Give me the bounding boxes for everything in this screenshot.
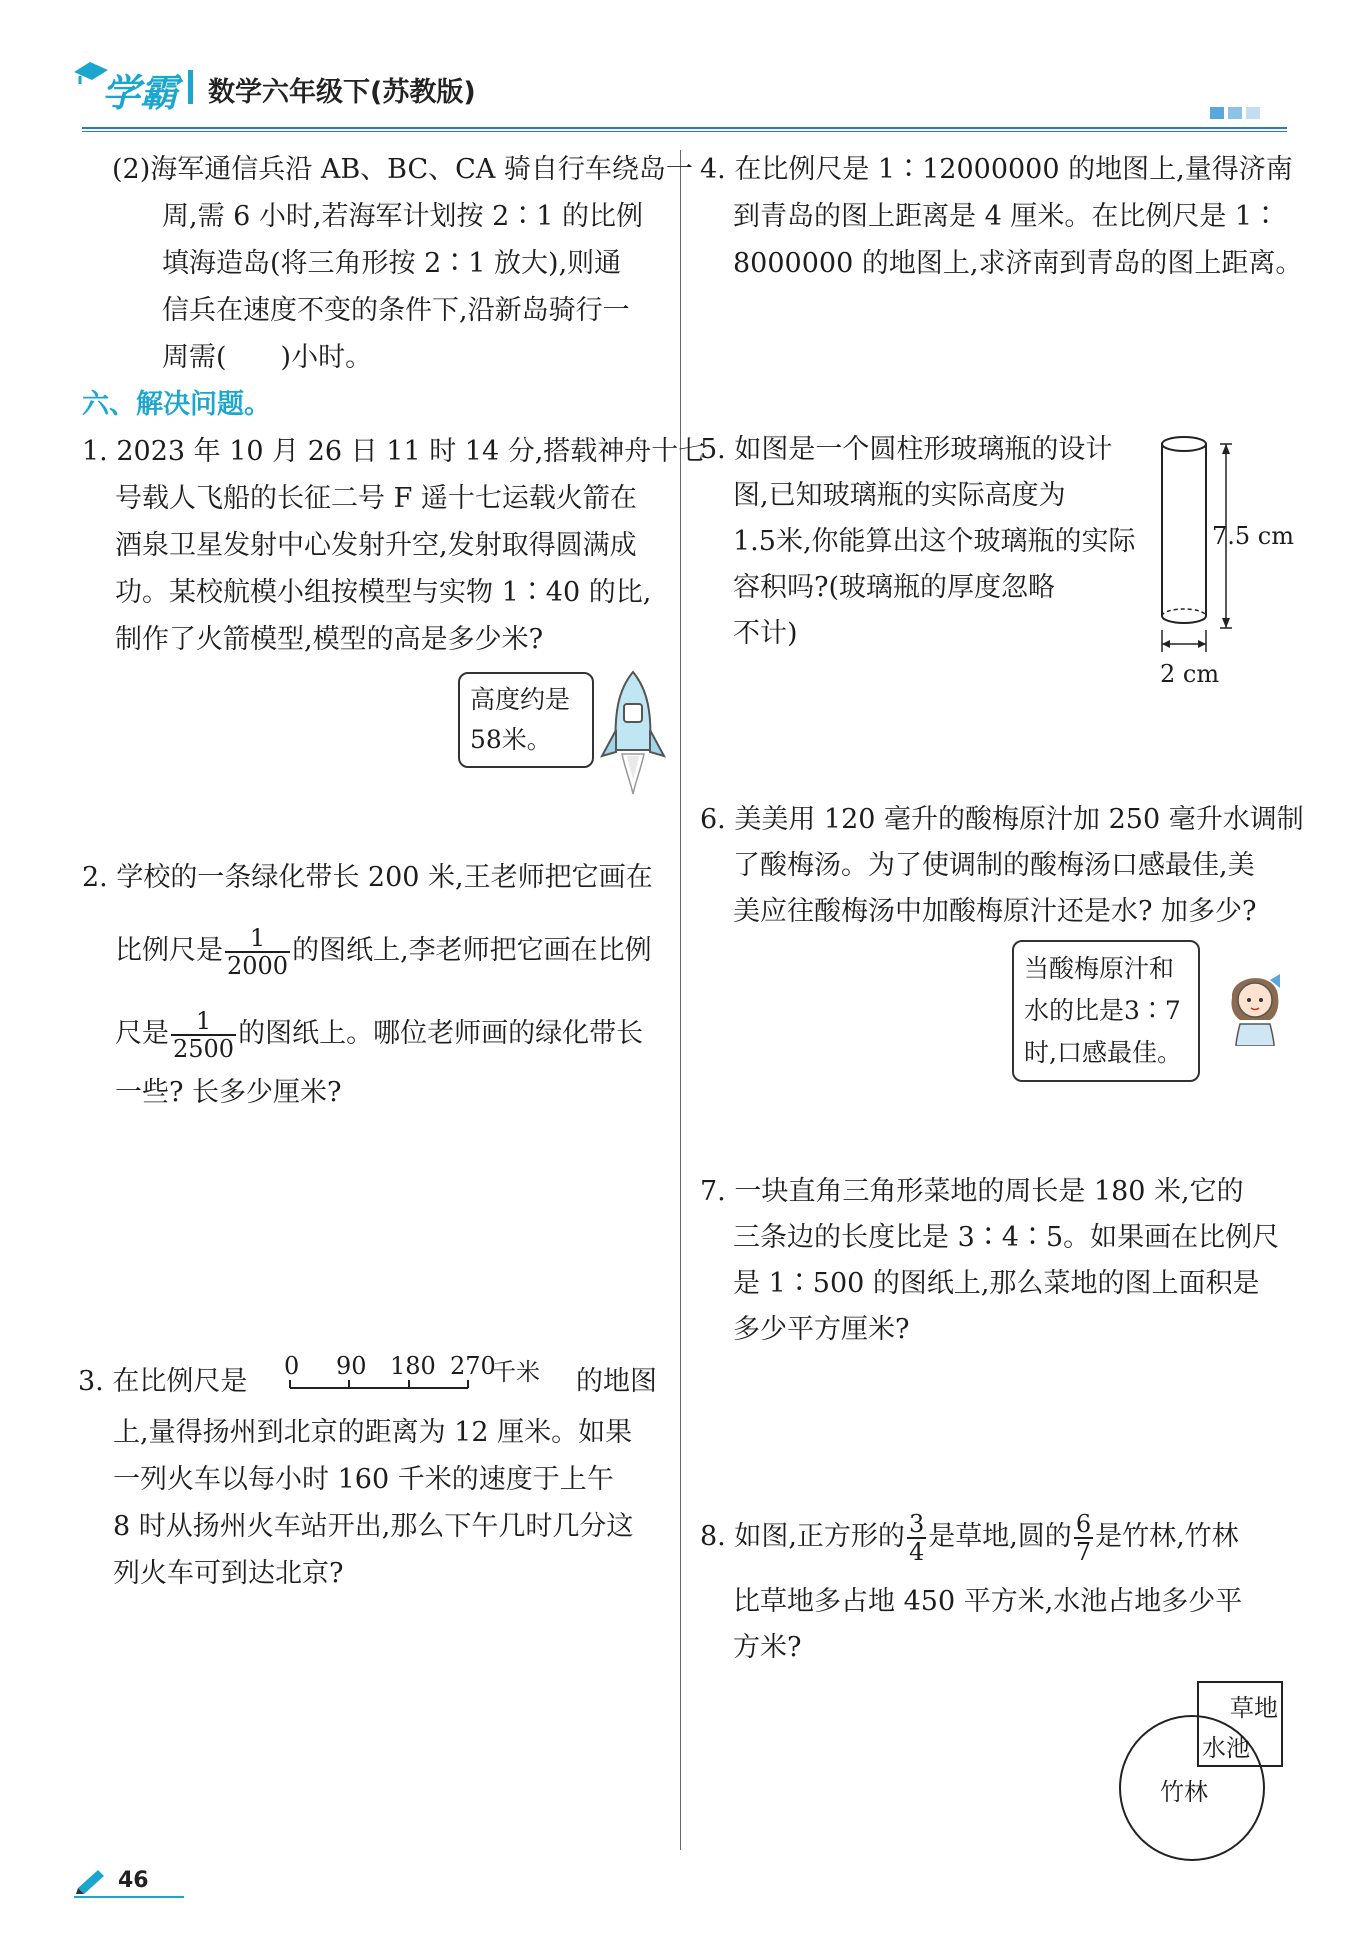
fraction-denominator: 7 (1075, 1537, 1092, 1566)
text-line: 不计) (733, 618, 798, 649)
scale-unit-label: 千米 (492, 1358, 540, 1386)
text-line: 填海造岛(将三角形按 2∶1 放大),则通 (162, 248, 622, 279)
speech-bubble (458, 672, 594, 768)
page-header (70, 58, 1290, 128)
text-line: 2. 学校的一条绿化带长 200 米,王老师把它画在 (82, 862, 653, 893)
text-line: 方米? (733, 1632, 802, 1663)
pond-label: 水池 (1202, 1734, 1250, 1762)
rocket-icon (596, 668, 670, 800)
text-segment: 的图纸上,李老师把它画在比例 (292, 935, 652, 966)
text-line: 7. 一块直角三角形菜地的周长是 180 米,它的 (700, 1176, 1244, 1207)
text-line: 6. 美美用 120 毫升的酸梅原汁加 250 毫升水调制 (700, 804, 1304, 835)
fraction (225, 925, 290, 979)
text-line (115, 922, 652, 980)
speech-bubble (1012, 940, 1200, 1082)
text-line: 列火车可到达北京? (113, 1558, 344, 1589)
bubble-line: 时,口感最佳。 (1024, 1038, 1182, 1067)
text-line: 1. 2023 年 10 月 26 日 11 时 14 分,搭载神舟十七 (82, 436, 706, 467)
text-line: 多少平方厘米? (733, 1314, 910, 1345)
scale-tick-label: 180 (390, 1352, 436, 1380)
text-line: 图,已知玻璃瓶的实际高度为 (733, 480, 1066, 511)
text-segment: 是草地,圆的 (928, 1521, 1072, 1552)
text-line: 到青岛的图上距离是 4 厘米。在比例尺是 1∶ (733, 201, 1280, 232)
text-line: 号载人飞船的长征二号 F 遥十七运载火箭在 (115, 483, 637, 514)
text-line: 3. 在比例尺是 (78, 1366, 248, 1397)
fraction (907, 1511, 926, 1565)
text-line: 三条边的长度比是 3∶4∶5。如果画在比例尺 (733, 1222, 1280, 1253)
fraction-denominator: 2000 (227, 951, 289, 980)
text-line: 美应往酸梅汤中加酸梅原汁还是水? 加多少? (733, 896, 1257, 927)
text-line (115, 1005, 643, 1063)
text-line: 8000000 的地图上,求济南到青岛的图上距离。 (733, 248, 1303, 279)
text-line: 4. 在比例尺是 1∶12000000 的地图上,量得济南 (700, 154, 1293, 185)
text-line: 一些? 长多少厘米? (115, 1077, 342, 1108)
grass-label: 草地 (1230, 1694, 1278, 1722)
bubble-line: 58米。 (470, 725, 552, 754)
scale-tick-label: 270 (450, 1352, 496, 1380)
scale-tick-label: 90 (336, 1352, 367, 1380)
pencil-icon (74, 1866, 108, 1894)
height-label: 7.5 cm (1212, 522, 1294, 550)
text-segment: 8. 如图,正方形的 (700, 1521, 905, 1552)
text-line: 周需( )小时。 (162, 342, 373, 373)
text-line: 了酸梅汤。为了使调制的酸梅汤口感最佳,美 (733, 850, 1255, 881)
fraction-numerator: 6 (1075, 1509, 1092, 1538)
text-line: 容积吗?(玻璃瓶的厚度忽略 (733, 572, 1056, 603)
text-line: 的地图 (576, 1366, 657, 1397)
header-squares (1210, 104, 1260, 123)
fraction-denominator: 2500 (173, 1034, 235, 1063)
text-line: 酒泉卫星发射中心发射升空,发射取得圆满成 (115, 530, 637, 561)
fraction-numerator: 1 (225, 925, 290, 953)
header-rule (82, 127, 1287, 129)
text-line (700, 1508, 1239, 1566)
text-line: 上,量得扬州到北京的距离为 12 厘米。如果 (113, 1417, 633, 1448)
text-segment: 比例尺是 (115, 935, 223, 966)
text-segment: 是竹林,竹林 (1095, 1521, 1239, 1552)
book-title: 数学六年级下(苏教版) (208, 77, 476, 108)
text-line: 比草地多占地 450 平方米,水池占地多少平 (733, 1586, 1243, 1617)
column-divider (680, 150, 681, 1850)
girl-avatar-icon (1220, 962, 1290, 1046)
fraction (171, 1008, 236, 1062)
text-line: 一列火车以每小时 160 千米的速度于上午 (113, 1464, 614, 1495)
fraction-numerator: 1 (171, 1008, 236, 1036)
text-segment: 尺是 (115, 1018, 169, 1049)
text-line: 信兵在速度不变的条件下,沿新岛骑行一 (162, 295, 630, 326)
bubble-line: 当酸梅原汁和 (1024, 954, 1175, 983)
width-label: 2 cm (1160, 660, 1220, 688)
logo-divider (188, 70, 193, 104)
bubble-line: 高度约是 (470, 685, 571, 714)
page-number: 46 (118, 1868, 149, 1893)
text-line: 功。某校航模小组按模型与实物 1∶40 的比, (115, 577, 652, 608)
fraction-numerator: 3 (908, 1509, 925, 1538)
bamboo-label: 竹林 (1160, 1778, 1208, 1806)
text-line: 1.5米,你能算出这个玻璃瓶的实际 (733, 526, 1136, 557)
text-segment: 的图纸上。哪位老师画的绿化带长 (238, 1018, 644, 1049)
header-rule-thin (82, 131, 1287, 132)
section-title: 六、解决问题。 (82, 389, 271, 420)
text-line: 是 1∶500 的图纸上,那么菜地的图上面积是 (733, 1268, 1260, 1299)
fraction (1074, 1511, 1093, 1565)
fraction-denominator: 4 (908, 1537, 925, 1566)
text-line: 周,需 6 小时,若海军计划按 2∶1 的比例 (162, 201, 644, 232)
text-line: 8 时从扬州火车站开出,那么下午几时几分这 (113, 1511, 634, 1542)
footer-rule (74, 1896, 184, 1898)
scale-bar (280, 1352, 540, 1398)
scale-tick-label: 0 (284, 1352, 300, 1380)
text-line: (2)海军通信兵沿 AB、BC、CA 骑自行车绕岛一 (112, 154, 693, 185)
text-line: 制作了火箭模型,模型的高是多少米? (115, 624, 544, 655)
bubble-line: 水的比是3∶7 (1024, 996, 1181, 1025)
text-line: 5. 如图是一个圆柱形玻璃瓶的设计 (700, 434, 1113, 465)
logo-text: 学霸 (102, 71, 179, 115)
